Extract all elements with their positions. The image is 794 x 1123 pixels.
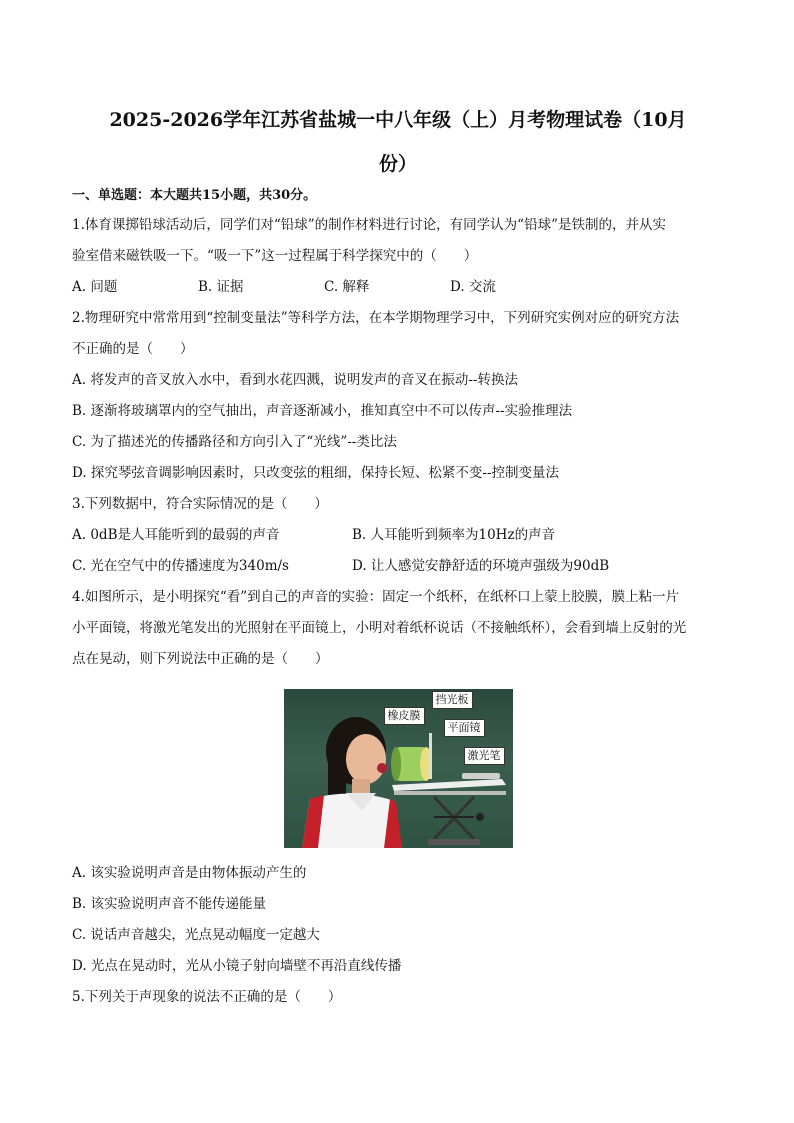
question-2 (72, 303, 724, 489)
title-line-1: 2025-2026学年江苏省盐城一中八年级（上）月考物理试卷（10月 (109, 109, 687, 131)
label-laser-pen: 激光笔 (464, 747, 505, 765)
option-d: D. 让人感觉安静舒适的环境声强级为90dB (352, 558, 610, 574)
option-c: C. 光在空气中的传播速度为340m/s (72, 558, 289, 574)
option-c: C. 说话声音越尖，光点晃动幅度一定越大 (72, 927, 320, 943)
question-1-options (72, 272, 724, 303)
question-4 (72, 582, 724, 982)
question-5 (72, 982, 724, 1013)
question-2-text-line-2: 不正确的是（ ） (72, 341, 194, 357)
question-5-text: 5.下列关于声现象的说法不正确的是（ ） (72, 989, 342, 1005)
question-2-text-line-1: 2.物理研究中常常用到“控制变量法”等科学方法，在本学期物理学习中，下列研究实例对应的研究方法 (72, 310, 680, 326)
option-b: B. 人耳能听到频率为10Hz的声音 (352, 527, 556, 543)
option-d: D. 光点在晃动时，光从小镜子射向墙壁不再沿直线传播 (72, 958, 402, 974)
option-b: B. 逐渐将玻璃罩内的空气抽出，声音逐渐减小，推知真空中不可以传声--实验推理法 (72, 403, 573, 419)
question-1-text-line-2: 验室借来磁铁吸一下。“吸一下”这一过程属于科学探究中的（ ） (72, 248, 478, 264)
question-1-text-line-1: 1.体育课掷铅球活动后，同学们对“铅球”的制作材料进行讨论，有同学认为“铅球”是铁制的，并从实 (72, 217, 666, 233)
question-4-text-line-2: 小平面镜，将激光笔发出的光照射在平面镜上，小明对着纸杯说话（不接触纸杯），会看到墙上反射的光 (72, 620, 687, 636)
option-d: D. 探究琴弦音调影响因素时，只改变弦的粗细，保持长短、松紧不变--控制变量法 (72, 465, 560, 481)
option-c: C. 解释 (324, 279, 370, 295)
label-plane-mirror: 平面镜 (444, 719, 485, 737)
option-b: B. 证据 (198, 279, 244, 295)
option-a: A. 0dB是人耳能听到的最弱的声音 (72, 527, 280, 543)
label-shield-plate: 挡光板 (432, 691, 473, 709)
question-3 (72, 489, 724, 582)
question-4-text-line-3: 点在晃动，则下列说法中正确的是（ ） (72, 651, 329, 667)
question-3-text: 3.下列数据中，符合实际情况的是（ ） (72, 496, 328, 512)
title-line-2: 份） (378, 153, 417, 175)
exam-content (72, 186, 724, 1013)
question-1 (72, 210, 724, 303)
exam-title (78, 98, 718, 186)
option-a: A. 将发声的音叉放入水中，看到水花四溅，说明发声的音叉在振动--转换法 (72, 372, 518, 388)
section-heading: 一、单选题：本大题共15小题，共30分。 (72, 188, 317, 203)
option-d: D. 交流 (450, 279, 496, 295)
experiment-photo (284, 689, 513, 848)
option-b: B. 该实验说明声音不能传递能量 (72, 896, 267, 912)
option-a: A. 问题 (72, 279, 118, 295)
option-a: A. 该实验说明声音是由物体振动产生的 (72, 865, 307, 881)
label-rubber-membrane: 橡皮膜 (384, 707, 425, 725)
question-4-text-line-1: 4.如图所示，是小明探究“看”到自己的声音的实验：固定一个纸杯，在纸杯口上蒙上胶膜，膜上粘一片 (72, 589, 680, 605)
question-3-options (72, 520, 724, 582)
option-c: C. 为了描述光的传播路径和方向引入了“光线”--类比法 (72, 434, 397, 450)
